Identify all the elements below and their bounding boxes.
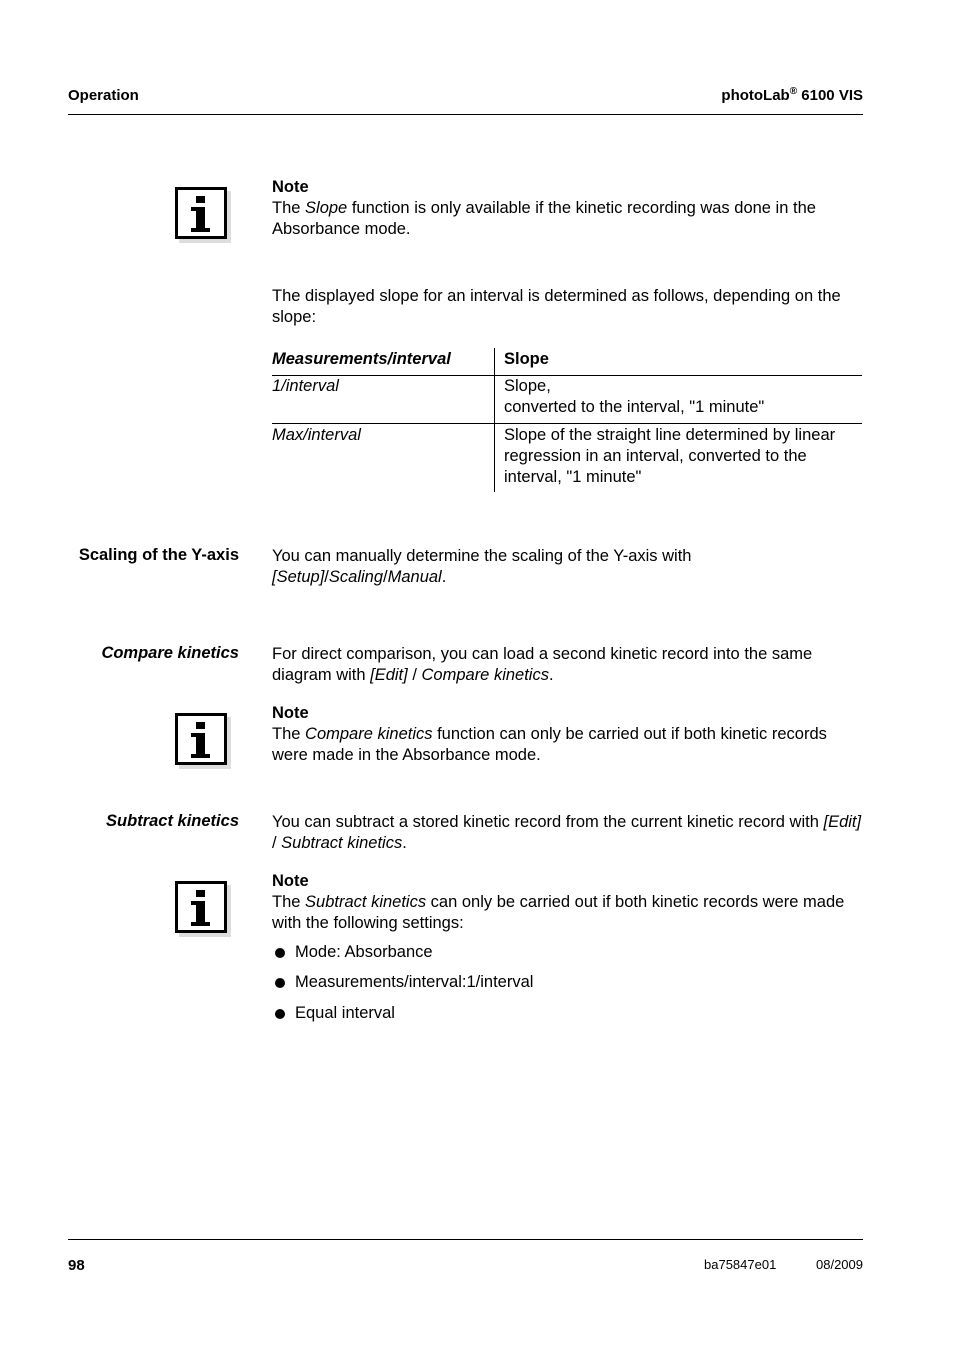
- note-text: The Slope function is only available if the kinetic recording was done in the Absorbance mode.: [272, 199, 816, 238]
- note-title: Note: [272, 704, 309, 722]
- bullet-icon: [275, 1009, 285, 1019]
- table-row: [272, 376, 862, 424]
- note-title: Note: [272, 178, 309, 196]
- table-row: [272, 424, 862, 493]
- header-rule: [68, 114, 863, 115]
- subtract-kinetics-heading: Subtract kinetics: [106, 812, 239, 830]
- document-date: 08/2009: [816, 1257, 863, 1272]
- info-icon: [175, 187, 227, 239]
- note-subtract: [272, 871, 862, 934]
- footer-rule: [68, 1239, 863, 1240]
- table-cell: Max/interval: [272, 426, 361, 444]
- bullet-icon: [275, 978, 285, 988]
- note-text: The Compare kinetics function can only be carried out if both kinetic records were made in the Absorbance mode.: [272, 725, 827, 764]
- header-brand: photoLab: [721, 87, 790, 104]
- info-icon: [175, 881, 227, 933]
- scaling-paragraph: You can manually determine the scaling of the Y-axis with [Setup]/Scaling/Manual.: [272, 547, 692, 586]
- compare-kinetics-heading: Compare kinetics: [101, 644, 239, 662]
- note-compare: [272, 703, 862, 766]
- compare-kinetics-paragraph: For direct comparison, you can load a second kinetic record into the same diagram with [Edit] / Compare kinetics.: [272, 645, 813, 684]
- header-section-title: Operation: [68, 87, 139, 104]
- info-icon: [175, 713, 227, 765]
- table-cell: 1/interval: [272, 377, 339, 395]
- scaling-heading: Scaling of the Y-axis: [78, 546, 239, 564]
- note-title: Note: [272, 872, 309, 890]
- table-header-measurements: Measurements/interval: [272, 348, 495, 376]
- note-text: The Subtract kinetics can only be carried out if both kinetic records were made with the following settings:: [272, 893, 845, 932]
- page-number: 98: [68, 1257, 85, 1274]
- slope-table: [272, 348, 862, 492]
- header-model: 6100 VIS: [797, 87, 863, 104]
- note-slope: [272, 177, 862, 240]
- slope-intro-paragraph: The displayed slope for an interval is determined as follows, depending on the slope:: [272, 287, 841, 326]
- table-cell: converted to the interval, "1 minute": [504, 398, 765, 416]
- bullet-icon: [275, 948, 285, 958]
- document-number: ba75847e01: [704, 1257, 777, 1272]
- table-cell: Slope of the straight line determined by linear regression in an interval, converted to the interval, "1 minute": [504, 426, 836, 486]
- table-cell: Slope,: [504, 377, 551, 395]
- header-product-name: [721, 87, 863, 104]
- table-header-slope: Slope: [495, 348, 863, 376]
- registered-mark: ®: [789, 86, 798, 97]
- table-header-row: [272, 348, 862, 376]
- subtract-kinetics-paragraph: You can subtract a stored kinetic record from the current kinetic record with [Edit] / Subtract kinetics.: [272, 813, 862, 852]
